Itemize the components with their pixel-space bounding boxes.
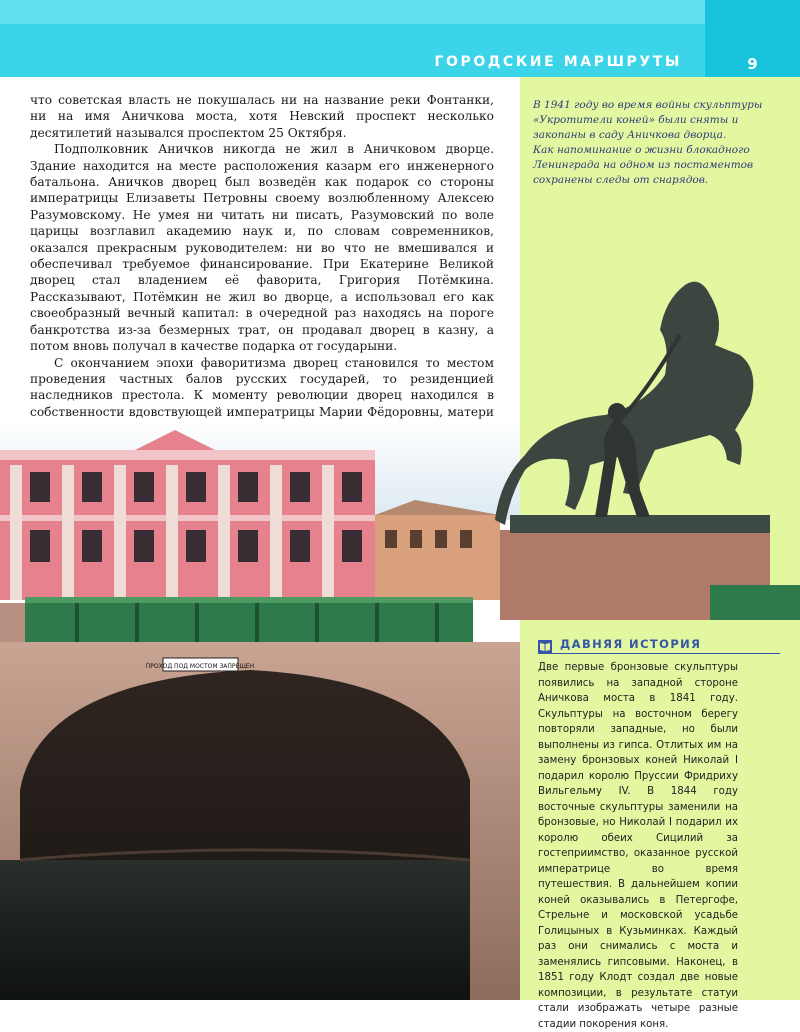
statue-photo: [495, 255, 800, 620]
page-number: 9: [747, 55, 758, 73]
caption-paragraph-2: Как напоминание о жизни блокадного Ленинграда на одном из постаментов сохранены следы от снарядов.: [533, 144, 754, 186]
main-text: [30, 92, 494, 469]
history-title: ДАВНЯЯ ИСТОРИЯ: [560, 637, 702, 651]
main-paragraph-3: С окончанием эпохи фаворитизма дворец становился то местом проведения частных балов русских государей, то резиденцией наследников престола. К моменту революции дворец находился в собственности вдовствующей императрицы Марии Фёдоровны, матери: [30, 355, 494, 419]
page-number-box: [705, 0, 800, 77]
history-text: [538, 660, 738, 1032]
page-header: [0, 0, 800, 77]
main-paragraph-1: что советская власть не покушалась ни на название реки Фонтанки, ни на имя Аничкова моста, хотя Невский проспект несколько десятилетий назывался проспектом 25 Октября.: [30, 93, 494, 140]
bridge-photo: [0, 420, 520, 1000]
photo-caption: [533, 98, 783, 188]
bridge-sign-text: ПРОХОД ПОД МОСТОМ ЗАПРЕЩЕН: [145, 663, 255, 670]
book-icon: [538, 638, 552, 651]
history-heading: [538, 637, 701, 651]
history-paragraph: Две первые бронзовые скульптуры появились на западной стороне Аничкова моста в 1841 году. Скульптуры на восточном берегу повторяли западные, но были выполнены из гипса. Отлитых им на замену бронзовых коней Николай I подарил королю Пруссии Фридриху Вильгельму IV. В 1844 году восточные скульптуры заменили на бронзовые, но Николай I подарил их королю обеих Сицилий за гостеприимство, оказанное русской императрице во время путешествия. В дальнейшем копии коней оказывались в Петергофе, Стрельне и московской усадьбе Голицыных в Кузьминках. Каждый раз они снимались с моста и заменялись гипсовыми. Наконец, в 1851 году Клодт создал две новые композиции, в результате статуи стали изображать четыре разные стадии покорения коня.: [538, 662, 738, 1030]
caption-paragraph-1: В 1941 году во время войны скульптуры «Укротители коней» были сняты и закопаны в саду Аничкова дворца.: [533, 99, 763, 141]
header-stripe: [0, 0, 800, 24]
main-paragraph-2: Подполковник Аничков никогда не жил в Аничковом дворце. Здание находится на месте расположения казарм его инженерного батальона. Аничков дворец был возведён как подарок со стороны императрицы Елизаветы Петровны своему возлюбленному Алексею Разумовскому. Не умея ни читать ни писать, Разумовский по воле царицы возглавил академию наук и, по словам современников, оказался прекрасным руководителем: ни во что не вмешивался и обеспечивал требуемое финансирование. При Екатерине Великой дворец стал владением её фаворита, Григория Потёмкина. Рассказывают, Потёмкин не жил во дворце, а использовал его как своеобразный вечный капитал: в очередной раз находясь на пороге банкротства из-за безмерных трат, он продавал дворец в казну, а потом вновь получал в качестве подарка от государыни.: [30, 142, 494, 354]
history-divider: [538, 653, 780, 654]
section-title: ГОРОДСКИЕ МАРШРУТЫ: [434, 54, 682, 70]
